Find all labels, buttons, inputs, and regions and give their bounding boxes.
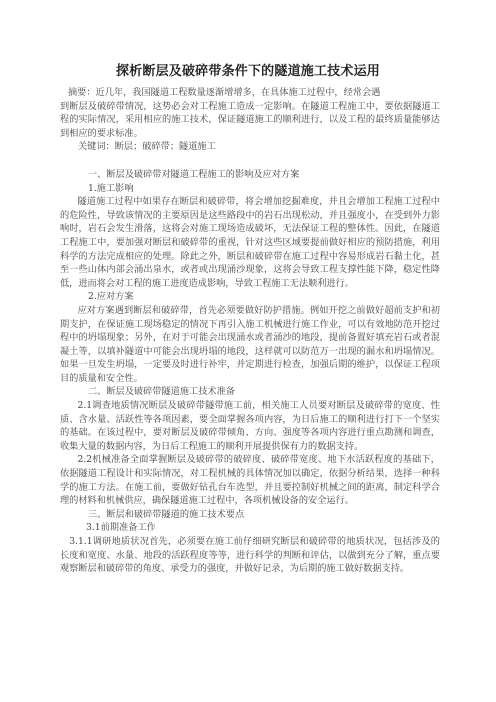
- document-title: 探析断层及破碎带条件下的隧道施工技术运用: [115, 64, 380, 79]
- paragraph-geology-survey: 2.1调查地质情况断层及破碎带隧带施工前，相关施工人员要对断层及破碎带的宽度、性质、含水量、活跃性等各项因素，要全面掌握各项内容，为日后施工的顺利进行打下一个坚实的基础。在该过程中，要对断层及破碎带倾角、方向、强度等各项内容进行重点勘测和调查，收集大量的数据内容，为日后工程施工的顺利开展提供保有力的数据支持。: [60, 400, 440, 452]
- subsection-heading-1-2: 2.应对方案: [88, 291, 134, 303]
- paragraph-geology-research: 3.1.1调研地质状况首先，必须要在施工前仔细研究断层和破碎带的地质状况，包括涉及的长度和宽度、水量、地段的活跃程度等等，进行科学的判断和评估，以做到充分了解，重点要观察断层和破碎带的角度、承受力的强度，并做好记录，为后期的施工做好数据支持。: [60, 536, 440, 575]
- subsection-heading-3-1: 3.1前期准备工作: [86, 522, 156, 534]
- keywords: 关键词：断层；破碎带；隧道施工: [78, 141, 216, 153]
- subsection-heading-1-1: 1.施工影响: [88, 182, 134, 194]
- abstract-first-line: 摘要：近几年，我国隧道工程数量逐渐增增多，在具体施工过程中，经常会遇: [68, 87, 381, 98]
- paragraph-response-plan: 应对方案遇到断层和破碎带，首先必须要做好防护措施。例如开挖之前做好超前支护和初期支护，在保证施工现场稳定的情况下再引入施工机械进行施工作业，可以有效地防范开挖过程中的坍塌现象；另外，在对于可能会出现涌水或者涌沙的地段，提前备置好填充岩石或者混凝土等，以填补隧道中可能会出现坍塌的地段，这样就可以防范万一出现的漏水和坍塌情况。如果一旦发生坍塌，一定要及时进行补牢，并定期进行检查，加强后期的维护，以保证工程项目的质量和安全性。: [60, 304, 440, 384]
- section-spacer: [60, 154, 440, 168]
- section-heading-3: 三、断层和破碎带隧道的施工技术要点: [88, 508, 245, 520]
- section-heading-2: 二、断层及破碎带隧道施工技术准备: [88, 386, 235, 398]
- abstract-text: 到断层及破碎带情况，这势必会对工程施工造成一定影响。在隧道工程施工中，要依据隧道工程的实际情况，采用相应的施工技术，保证隧道施工的顺利进行，以及工程的最终质量能够达到相应的要求标准。: [60, 100, 440, 139]
- document-body: [60, 86, 440, 576]
- paragraph-construction-impact: 隧道施工过程中如果存在断层和破碎带，将会增加挖掘难度，并且会增加工程施工过程中的危险性，导致该情况的主要原因是这些路段中的岩石出现松动，并且强度小，在受到外力影响时，岩石会发生滑落，这将会对施工现场造成破坏，无法保证工程的整体性。因此，在隧道工程施工中，要加强对断层和破碎带的重视，针对这些区域要提前做好相应的预防措施，利用科学的方法完成相应的处理。除此之外，断层和破碎带在施工过程中容易形成岩石黏土化，甚至一些山体内部会涌出泉水，或者或出现涌沙现象，这将会导致工程支撑性能下降，稳定性降低，进而将会对工程的施工进度造成影响，导致工程施工无法顺利进行。: [60, 196, 440, 289]
- section-heading-1: 一、断层及破碎带对隧道工程施工的影响及应对方案: [88, 168, 300, 180]
- paragraph-machinery-prep: 2.2机械准备全面掌握断层及破碎带的破碎度、破碎带宽度、地下水活跃程度的基础下，依据隧道工程设计和实际情况，对工程机械的具体情况加以确定，依据分析结果，选择一种科学的施工方法。在施工前，要做好钻孔台车选型，并且要控制好机械之间的距离，制定科学合理的材料和机械供应，确保隧道施工过程中，各项机械设备的安全运行。: [60, 454, 440, 507]
